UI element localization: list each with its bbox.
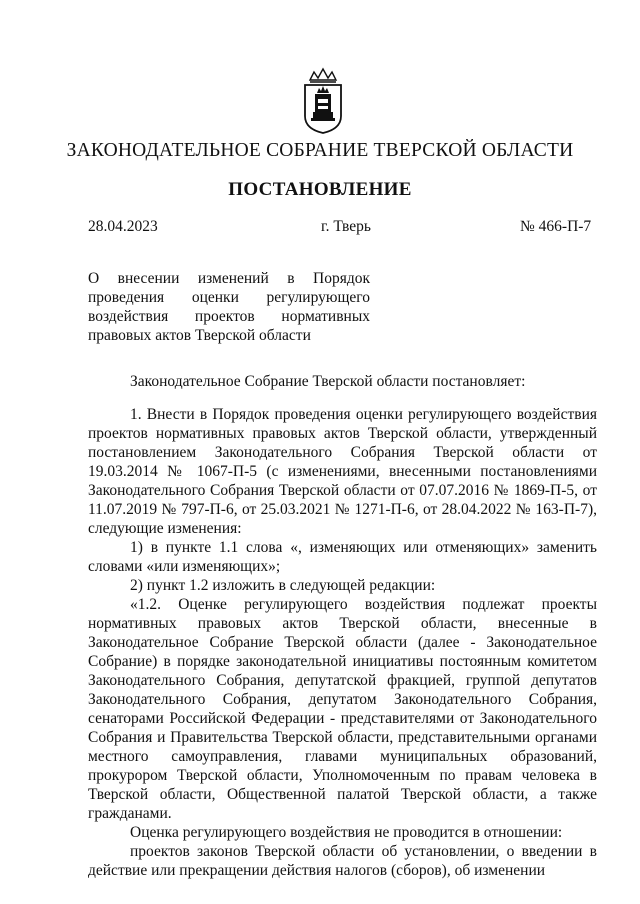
document-date: 28.04.2023 bbox=[88, 218, 158, 235]
document-body bbox=[88, 372, 597, 880]
document-number: № 466-П-7 bbox=[520, 218, 592, 235]
resolve-line: Законодательное Собрание Тверской области постановляет: bbox=[130, 373, 526, 390]
paragraph: Оценка регулирующего воздействия не проводится в отношении: bbox=[130, 824, 563, 841]
paragraph: 1. Внести в Порядок проведения оценки регулирующего воздействия проектов нормативных правовых актов Тверской области, утвержденный постановлением Законодательного Собрания Тверской области от 19.03.2014 № 1067-П-5 (с изменениями, внесенными постановлениями Законодательного Собрания Тверской области от 07.07.2016 № 1869-П-5, от 11.07.2019 № 797-П-6, от 25.03.2021 № 1271-П-6, от 28.04.2022 № 163-П-7), следующие изменения: bbox=[88, 406, 597, 537]
paragraph: 2) пункт 1.2 изложить в следующей редакции: bbox=[130, 577, 436, 594]
paragraph: «1.2. Оценке регулирующего воздействия подлежат проекты нормативных правовых актов Тверской области, внесенные в Законодательное Собрание Тверской области (далее - Законодательное Собрание) в порядке законодательной инициативы постоянным комитетом Законодательного Собрания, депутатской фракцией, группой депутатов Законодательного Собрания, депутатом Законодательного Собрания, сенаторами Российской Федерации - представителями от Законодательного Собрания и Правительства Тверской области, представительными органами местного самоуправления, главами муниципальных образований, прокурором Тверской области, Уполномоченным по правам человека в Тверской области, Общественной палатой Тверской области, а также гражданами. bbox=[88, 596, 597, 822]
document-subject: О внесении изменений в Порядок проведения оценки регулирующего воздействия проектов нормативных правовых актов Тверской области bbox=[88, 270, 370, 344]
paragraph: проектов законов Тверской области об установлении, о введении в действие или прекращении действия налогов (сборов), об изменении bbox=[88, 843, 597, 879]
document-city: г. Тверь bbox=[321, 218, 371, 235]
document-type: ПОСТАНОВЛЕНИЕ bbox=[228, 179, 412, 200]
organization-name: ЗАКОНОДАТЕЛЬНОЕ СОБРАНИЕ ТВЕРСКОЙ ОБЛАСТИ bbox=[66, 140, 574, 161]
coat-of-arms-icon bbox=[302, 66, 344, 134]
paragraph: 1) в пункте 1.1 слова «, изменяющих или отменяющих» заменить словами «или изменяющих»; bbox=[88, 539, 597, 575]
